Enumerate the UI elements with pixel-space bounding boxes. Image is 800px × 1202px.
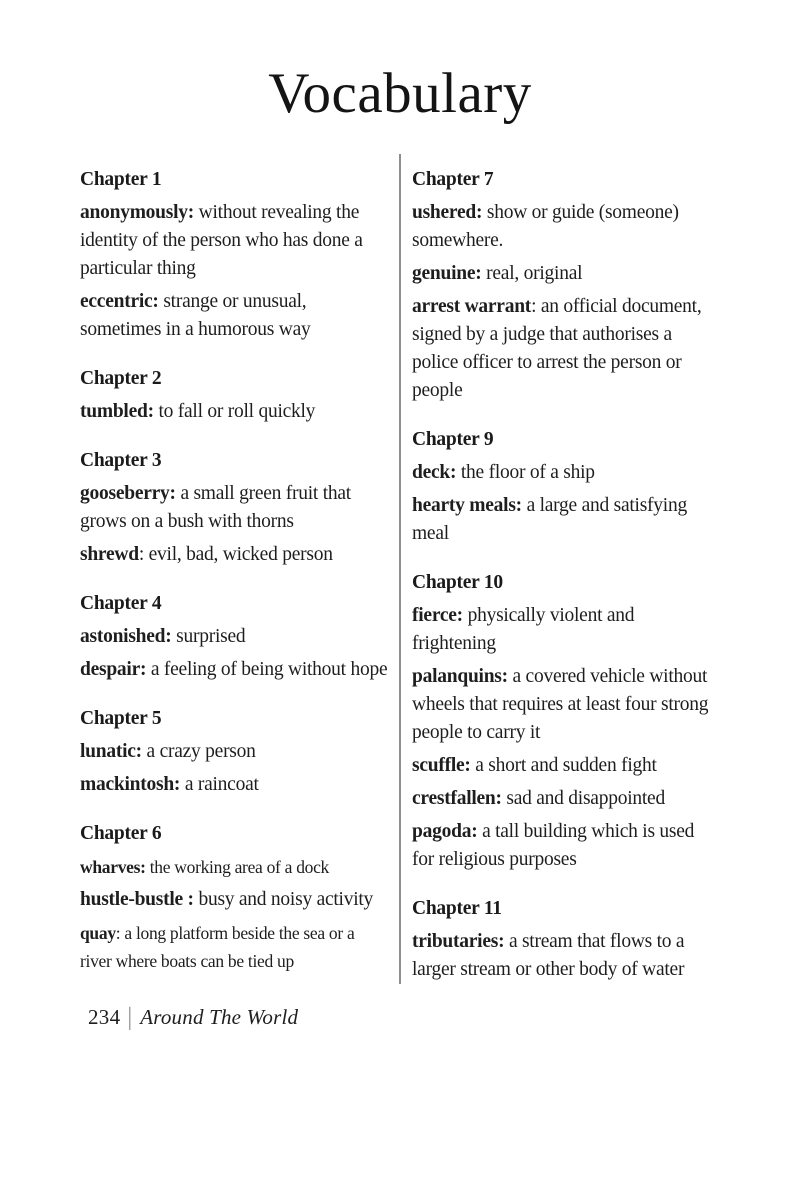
vocab-definition: show or guide (someone) somewhere. [412,202,679,252]
chapter-section [80,820,388,975]
vocab-entry [412,602,720,658]
vocab-term: astonished: [80,626,172,648]
vocab-entry [412,928,720,984]
vocab-term: fierce: [412,605,463,627]
vocab-term: mackintosh: [80,774,181,796]
vocab-definition: surprised [171,626,246,648]
chapter-section [80,590,388,684]
vocab-definition: to fall or roll quickly [153,401,316,423]
vocab-definition: real, original [481,263,583,285]
chapter-section [412,895,720,984]
left-column [80,154,388,984]
vocab-definition: the floor of a ship [456,462,595,484]
vocab-definition: a large and satisfying meal [412,495,687,545]
vocab-definition: a crazy person [141,741,256,763]
page-title: Vocabulary [268,62,532,125]
vocab-term: crestfallen: [412,788,502,810]
chapter-section [80,447,388,569]
book-title: Around The World [140,1005,299,1030]
vocab-definition: a raincoat [180,774,259,796]
vocab-definition: the working area of a dock [145,857,330,878]
vocab-entry [412,752,720,780]
vocab-definition: a small green fruit that grows on a bush with thorns [80,483,351,533]
column-divider [399,154,401,984]
vocab-term: arrest warrant [412,296,532,318]
vocab-definition: a stream that flows to a larger stream or other body of water [412,931,685,981]
vocab-entry [412,199,720,255]
vocab-entry [80,656,388,684]
chapter-section [412,426,720,548]
vocab-term: pagoda: [412,821,478,843]
vocab-term: hearty meals: [412,495,522,517]
vocab-term: lunatic: [80,741,142,763]
chapter-heading: Chapter 2 [80,368,162,390]
chapter-heading: Chapter 3 [80,450,162,472]
vocab-entry [80,623,388,651]
vocab-term: scuffle: [412,755,471,777]
vocab-entry [412,663,720,747]
vocab-term: hustle-bustle : [80,889,194,911]
chapter-section [80,166,388,344]
vocab-term: eccentric: [80,291,159,313]
vocab-entry [412,492,720,548]
vocab-term: ushered: [412,202,483,224]
vocab-definition: a covered vehicle without wheels that requires at least four strong people to carry it [412,666,709,744]
vocab-entry [80,480,388,536]
vocab-term: despair: [80,659,147,681]
vocab-definition: : a long platform beside the sea or a river where boats can be tied up [80,923,355,972]
vocab-term: gooseberry: [80,483,176,505]
page-footer [88,1004,800,1031]
vocab-entry [80,853,388,881]
vocab-definition: a short and sudden fight [470,755,657,777]
vocab-definition: sad and disappointed [501,788,665,810]
vocabulary-page [0,60,800,1202]
chapter-section [412,166,720,405]
vocab-entry [80,886,388,914]
vocab-entry [80,199,388,283]
chapter-section [412,569,720,874]
vocab-entry [80,919,388,975]
vocab-entry [412,459,720,487]
chapter-heading: Chapter 9 [412,429,494,451]
vocab-entry [80,398,388,426]
vocab-definition: physically violent and frightening [412,605,635,655]
vocab-term: wharves: [80,857,146,878]
vocab-definition: a tall building which is used for religious purposes [412,821,695,871]
chapter-heading: Chapter 6 [80,823,162,845]
vocab-entry [80,541,388,569]
vocab-entry [412,785,720,813]
two-column-layout [80,154,720,984]
page-number: 234 [88,1005,121,1030]
vocab-term: tumbled: [80,401,154,423]
chapter-heading: Chapter 7 [412,169,494,191]
vocab-definition: : evil, bad, wicked person [138,544,333,566]
chapter-heading: Chapter 4 [80,593,162,615]
vocab-term: shrewd [80,544,139,566]
vocab-definition: : an official document, signed by a judge that authorises a police officer to arrest the person or people [412,296,702,402]
vocab-definition: a feeling of being without hope [146,659,388,681]
chapter-section [80,705,388,799]
footer-separator: | [127,1003,133,1032]
vocab-entry [80,288,388,344]
chapter-heading: Chapter 11 [412,898,502,920]
vocab-entry [412,818,720,874]
vocab-entry [80,771,388,799]
right-column [412,154,720,984]
vocab-term: palanquins: [412,666,508,688]
vocab-term: anonymously: [80,202,195,224]
vocab-definition: busy and noisy activity [193,889,374,911]
vocab-entry [80,738,388,766]
vocab-definition: without revealing the identity of the person who has done a particular thing [80,202,363,280]
vocab-term: deck: [412,462,457,484]
vocab-entry [412,260,720,288]
chapter-heading: Chapter 5 [80,708,162,730]
chapter-section [80,365,388,426]
chapter-heading: Chapter 10 [412,572,503,594]
vocab-entry [412,293,720,405]
vocab-term: quay [80,923,116,944]
vocab-definition: strange or unusual, sometimes in a humorous way [80,291,311,341]
vocab-term: tributaries: [412,931,505,953]
chapter-heading: Chapter 1 [80,169,162,191]
vocab-term: genuine: [412,263,482,285]
